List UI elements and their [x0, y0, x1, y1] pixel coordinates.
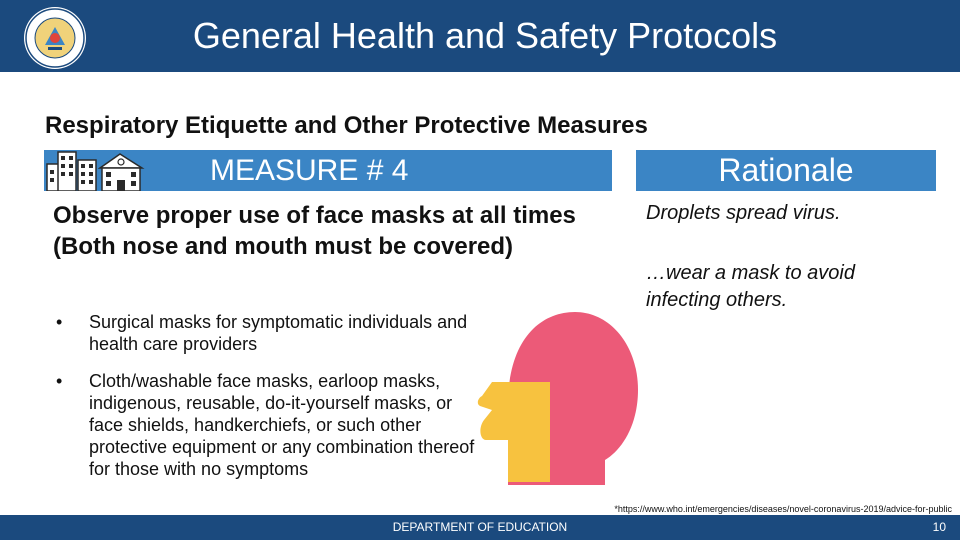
bullet-text: Cloth/washable face masks, earloop masks, indigenous, reusable, do-it-yourself masks, or face shields, handkerchiefs, or such other protective equipment or any combination thereof for those with no symptoms — [89, 371, 475, 479]
rationale-line-1: Droplets spread virus. — [646, 202, 841, 224]
section-subtitle: Respiratory Etiquette and Other Protective Measures — [45, 112, 648, 139]
page-title: General Health and Safety Protocols — [192, 15, 778, 56]
bullet-marker: • — [56, 312, 63, 332]
bullet-marker: • — [56, 371, 63, 391]
measure-statement: Observe proper use of face masks at all times (Both nose and mouth must be covered) — [53, 202, 576, 260]
footnote-source-link[interactable]: *https://www.who.int/emergencies/diseases/novel-coronavirus-2019/advice-for-public — [614, 504, 952, 514]
footer-department: DEPARTMENT OF EDUCATION — [392, 520, 568, 534]
rationale-line-2: …wear a mask to avoid infecting others. — [646, 262, 855, 311]
page-number: 10 — [932, 520, 946, 534]
bullet-text: Surgical masks for symptomatic individuals and health care providers — [89, 312, 468, 354]
deped-seal-icon — [12, 5, 98, 71]
rationale-header: Rationale — [636, 150, 936, 191]
measure-number-label: MEASURE # 4 — [210, 154, 409, 187]
face-mask-illustration-icon — [470, 310, 640, 490]
buildings-icon — [44, 150, 146, 191]
